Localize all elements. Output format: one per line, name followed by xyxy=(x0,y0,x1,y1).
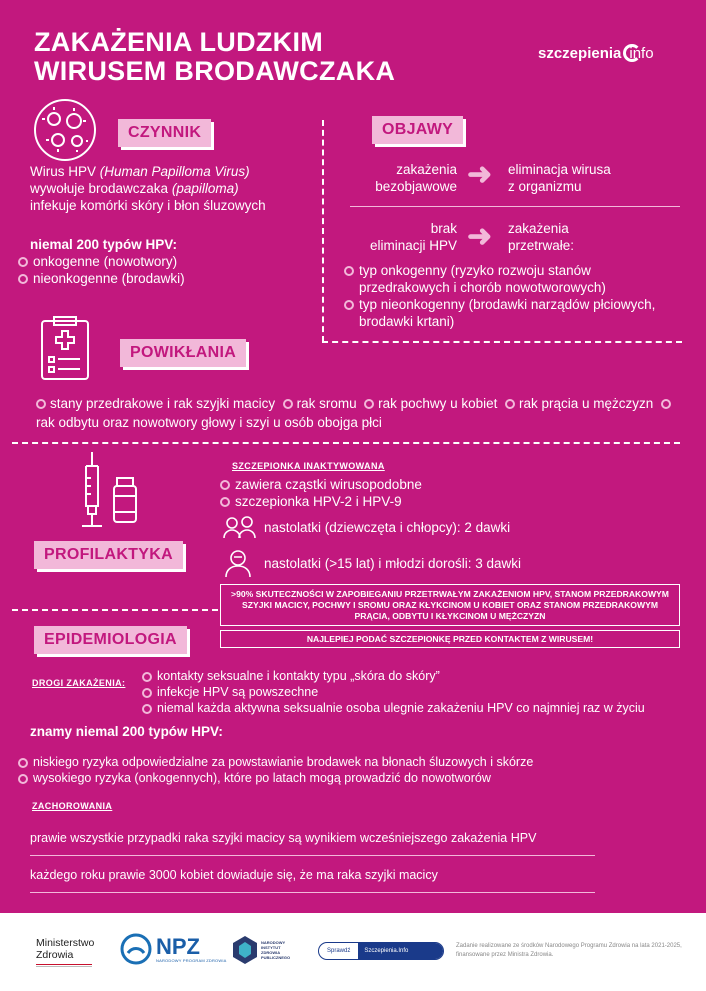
dose-teenagers: nastolatki (dziewczęta i chłopcy): 2 dawki xyxy=(264,520,511,535)
check-szczepienia-button[interactable]: Sprawdź Szczepienia.Info xyxy=(318,942,444,960)
objawy-row2-right: zakażenia przetrwałe: xyxy=(508,221,575,253)
list-item: rak sromu xyxy=(283,396,357,411)
objawy-separator xyxy=(350,206,680,207)
objawy-row1-left: zakażenia bezobjawowe xyxy=(375,162,457,194)
czynnik-types-heading: niemal 200 typów HPV: xyxy=(30,237,178,252)
list-item: stany przedrakowe i rak szyjki macicy xyxy=(36,396,275,411)
czynnik-label: CZYNNIK xyxy=(118,119,211,147)
incidence-item-1: prawie wszystkie przypadki raka szyjki macicy są wynikiem wcześniejszego zakażenia HPV xyxy=(30,831,537,845)
footer xyxy=(0,913,706,991)
ministry-logo[interactable]: Ministerstwo Zdrowia xyxy=(36,937,94,967)
logo-text: szczepienia xyxy=(538,44,622,62)
epi-types-list xyxy=(18,754,678,786)
objawy-row1-right: eliminacja wirusa z organizmu xyxy=(508,162,611,194)
list-item: typ nieonkogenny (brodawki narządów płciowych, brodawki krtani) xyxy=(344,296,679,330)
page-title xyxy=(34,28,395,86)
list-item: rak prącia u mężczyzn xyxy=(505,396,653,411)
czynnik-description: Wirus HPV (Human Papilloma Virus) wywołuje brodawczaka (papilloma) infekuje komórki skóry i błon śluzowych xyxy=(30,164,266,213)
section-divider-vertical xyxy=(322,120,324,342)
objawy-row2-left: brak eliminacji HPV xyxy=(369,221,457,253)
list-item: onkogenne (nowotwory) xyxy=(18,253,185,270)
funding-note: Zadanie realizowane ze środków Narodowego Programu Zdrowia na lata 2021-2025, finansowane przez Ministra Zdrowia. xyxy=(456,943,682,958)
advice-box: NAJLEPIEJ PODAĆ SZCZEPIONKĘ PRZED KONTAKTEM Z WIRUSEM! xyxy=(220,630,680,648)
list-item: niskiego ryzyka odpowiedzialne za powstawianie brodawek na błonach śluzowych i skórze xyxy=(18,754,678,770)
logo-info-text: info xyxy=(629,44,654,62)
npz-logo[interactable]: NPZ NARODOWY PROGRAM ZDROWIA xyxy=(120,933,227,965)
list-item: szczepionka HPV-2 i HPV-9 xyxy=(220,493,422,510)
powiklania-label: POWIKŁANIA xyxy=(120,339,246,367)
list-item: niemal każda aktywna seksualnie osoba ulegnie zakażeniu HPV co najmniej raz w życiu xyxy=(142,700,682,716)
nizp-logo[interactable]: NARODOWY INSTYTUT ZDROWIA PUBLICZNEGO xyxy=(232,935,299,965)
efficacy-box: >90% SKUTECZNOŚCI W ZAPOBIEGANIU PRZETRWAŁYM ZAKAŻENIOM HPV, STANOM PRZEDRAKOWYM SZYJKI MACICY, POCHWY I SROMU ORAZ KŁYKCINOM U KOBIET ORAZ STANOM PRZEDRAKOWYM PRĄCIA, ODBYTU I KŁYKCINOM U MĘŻCZYZN xyxy=(220,584,680,626)
list-item: rak pochwy u kobiet xyxy=(364,396,497,411)
routes-heading: DROGI ZAKAŻENIA: xyxy=(32,678,126,688)
title-line-1: ZAKAŻENIA LUDZKIM xyxy=(34,27,324,57)
vaccine-list xyxy=(220,476,422,510)
powiklania-list xyxy=(36,394,676,432)
list-item: wysokiego ryzyka (onkogennych), które po latach mogą prowadzić do nowotworów xyxy=(18,770,678,786)
epi-types-heading: znamy niemal 200 typów HPV: xyxy=(30,724,223,739)
arrow-right-icon: ➜ xyxy=(467,220,493,253)
list-item: infekcje HPV są powszechne xyxy=(142,684,682,700)
profilaktyka-label: PROFILAKTYKA xyxy=(34,541,183,569)
section-divider xyxy=(12,442,680,444)
npz-emblem-icon xyxy=(120,933,152,965)
list-item: nieonkogenne (brodawki) xyxy=(18,270,185,287)
young-adult-icon xyxy=(222,546,254,578)
szczepienia-info-logo[interactable] xyxy=(538,44,654,62)
list-item: zawiera cząstki wirusopodobne xyxy=(220,476,422,493)
teenagers-icon xyxy=(222,514,258,540)
epidemiologia-label: EPIDEMIOLOGIA xyxy=(34,626,187,654)
czynnik-types-list xyxy=(18,253,185,287)
list-item: rak odbytu oraz nowotwory głowy i szyi u osób obojga płci xyxy=(36,396,675,430)
title-line-2: WIRUSEM BRODAWCZAKA xyxy=(34,56,396,86)
arrow-right-icon: ➜ xyxy=(467,158,493,191)
objawy-list xyxy=(344,262,679,330)
medical-chart-icon xyxy=(40,315,90,381)
section-divider xyxy=(12,609,218,611)
routes-list xyxy=(142,668,682,716)
dose-young-adults: nastolatki (>15 lat) i młodzi dorośli: 3 dawki xyxy=(264,556,521,571)
syringe-vial-icon xyxy=(72,450,142,530)
incidence-separator xyxy=(30,892,595,893)
objawy-label: OBJAWY xyxy=(372,116,463,144)
virus-icon xyxy=(32,97,98,163)
incidence-item-2: każdego roku prawie 3000 kobiet dowiaduje się, że ma raka szyjki macicy xyxy=(30,868,438,882)
nizp-emblem-icon xyxy=(232,935,258,965)
vaccine-heading: SZCZEPIONKA INAKTYWOWANA xyxy=(232,461,385,471)
list-item: typ onkogenny (ryzyko rozwoju stanów przedrakowych i chorób nowotworowych) xyxy=(344,262,679,296)
list-item: kontakty seksualne i kontakty typu „skóra do skóry” xyxy=(142,668,682,684)
incidence-separator xyxy=(30,855,595,856)
incidence-heading: ZACHOROWANIA xyxy=(32,801,113,811)
section-divider-objawy-bottom xyxy=(322,341,682,343)
